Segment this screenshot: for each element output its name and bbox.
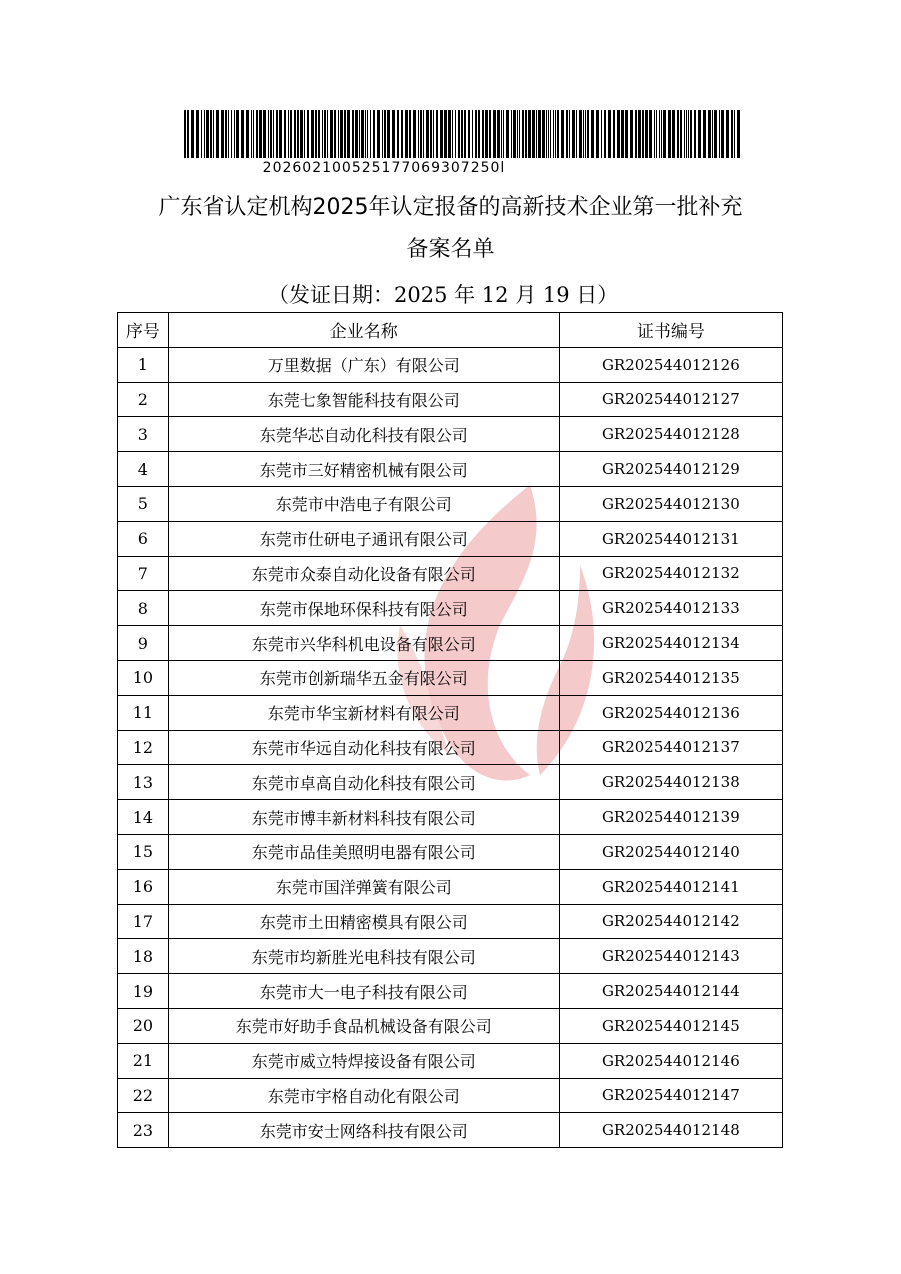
cell-company-name: 东莞市宇格自动化有限公司 [168, 1078, 559, 1113]
table-row [118, 1008, 783, 1043]
table-row [118, 834, 783, 869]
cell-certificate-number: GR202544012139 [559, 800, 782, 835]
cell-certificate-number: GR202544012138 [559, 765, 782, 800]
table-row [118, 626, 783, 661]
cell-serial: 12 [118, 730, 169, 765]
cell-serial: 11 [118, 695, 169, 730]
cell-serial: 21 [118, 1043, 169, 1078]
table-row [118, 591, 783, 626]
cell-serial: 3 [118, 417, 169, 452]
cell-serial: 14 [118, 800, 169, 835]
table-row [118, 556, 783, 591]
table-row [118, 660, 783, 695]
cell-certificate-number: GR202544012143 [559, 939, 782, 974]
cell-certificate-number: GR202544012145 [559, 1008, 782, 1043]
table-row [118, 869, 783, 904]
table-row [118, 452, 783, 487]
cell-company-name: 东莞市三好精密机械有限公司 [168, 452, 559, 487]
cell-certificate-number: GR202544012128 [559, 417, 782, 452]
cell-serial: 10 [118, 660, 169, 695]
cell-company-name: 东莞市好助手食品机械设备有限公司 [168, 1008, 559, 1043]
cell-certificate-number: GR202544012146 [559, 1043, 782, 1078]
table-row [118, 765, 783, 800]
cell-company-name: 东莞市华远自动化科技有限公司 [168, 730, 559, 765]
header-company-name: 企业名称 [168, 313, 559, 348]
cell-certificate-number: GR202544012127 [559, 382, 782, 417]
cell-certificate-number: GR202544012147 [559, 1078, 782, 1113]
cell-company-name: 东莞市创新瑞华五金有限公司 [168, 660, 559, 695]
table-row [118, 695, 783, 730]
cell-company-name: 东莞市博丰新材料科技有限公司 [168, 800, 559, 835]
cell-certificate-number: GR202544012140 [559, 834, 782, 869]
document-title-line2: 备案名单 [406, 237, 495, 262]
table-row [118, 382, 783, 417]
cell-company-name: 东莞市品佳美照明电器有限公司 [168, 834, 559, 869]
cell-serial: 19 [118, 974, 169, 1009]
cell-serial: 22 [118, 1078, 169, 1113]
document-title-line1: 广东省认定机构2025年认定报备的高新技术企业第一批补充 [158, 195, 743, 220]
cell-certificate-number: GR202544012129 [559, 452, 782, 487]
table-row [118, 417, 783, 452]
header-serial: 序号 [118, 313, 169, 348]
header-certificate-number: 证书编号 [559, 313, 782, 348]
cell-certificate-number: GR202544012142 [559, 904, 782, 939]
cell-certificate-number: GR202544012137 [559, 730, 782, 765]
cell-company-name: 东莞市中浩电子有限公司 [168, 486, 559, 521]
barcode [184, 110, 742, 158]
table-row [118, 1113, 783, 1148]
cell-company-name: 万里数据（广东）有限公司 [168, 347, 559, 382]
cell-certificate-number: GR202544012148 [559, 1113, 782, 1148]
cell-company-name: 东莞市兴华科机电设备有限公司 [168, 626, 559, 661]
cell-certificate-number: GR202544012135 [559, 660, 782, 695]
cell-company-name: 东莞市威立特焊接设备有限公司 [168, 1043, 559, 1078]
cell-serial: 1 [118, 347, 169, 382]
cell-certificate-number: GR202544012141 [559, 869, 782, 904]
table-row [118, 904, 783, 939]
cell-company-name: 东莞七象智能科技有限公司 [168, 382, 559, 417]
cell-company-name: 东莞市国洋弹簧有限公司 [168, 869, 559, 904]
issue-date: （发证日期：2025 年 12 月 19 日） [268, 283, 619, 307]
cell-serial: 6 [118, 521, 169, 556]
cell-serial: 15 [118, 834, 169, 869]
barcode-number: 202602100525177069307250l [262, 160, 506, 176]
cell-serial: 17 [118, 904, 169, 939]
cell-company-name: 东莞市大一电子科技有限公司 [168, 974, 559, 1009]
table-row [118, 730, 783, 765]
cell-company-name: 东莞市保地环保科技有限公司 [168, 591, 559, 626]
table-row [118, 974, 783, 1009]
table-row [118, 939, 783, 974]
cell-certificate-number: GR202544012133 [559, 591, 782, 626]
cell-serial: 9 [118, 626, 169, 661]
cell-company-name: 东莞市众泰自动化设备有限公司 [168, 556, 559, 591]
cell-certificate-number: GR202544012134 [559, 626, 782, 661]
cell-serial: 2 [118, 382, 169, 417]
cell-serial: 8 [118, 591, 169, 626]
table-row [118, 486, 783, 521]
cell-serial: 5 [118, 486, 169, 521]
cell-certificate-number: GR202544012131 [559, 521, 782, 556]
table-header-row [118, 313, 783, 348]
cell-certificate-number: GR202544012136 [559, 695, 782, 730]
cell-company-name: 东莞市均新胜光电科技有限公司 [168, 939, 559, 974]
company-table [117, 312, 783, 1148]
cell-serial: 20 [118, 1008, 169, 1043]
cell-certificate-number: GR202544012132 [559, 556, 782, 591]
cell-company-name: 东莞市安士网络科技有限公司 [168, 1113, 559, 1148]
table-row [118, 521, 783, 556]
cell-company-name: 东莞市土田精密模具有限公司 [168, 904, 559, 939]
cell-serial: 18 [118, 939, 169, 974]
cell-serial: 23 [118, 1113, 169, 1148]
table-body [118, 347, 783, 1147]
cell-serial: 4 [118, 452, 169, 487]
cell-certificate-number: GR202544012130 [559, 486, 782, 521]
cell-serial: 13 [118, 765, 169, 800]
cell-company-name: 东莞华芯自动化科技有限公司 [168, 417, 559, 452]
table-row [118, 1078, 783, 1113]
cell-company-name: 东莞市仕研电子通讯有限公司 [168, 521, 559, 556]
cell-company-name: 东莞市卓高自动化科技有限公司 [168, 765, 559, 800]
cell-serial: 16 [118, 869, 169, 904]
cell-serial: 7 [118, 556, 169, 591]
cell-certificate-number: GR202544012126 [559, 347, 782, 382]
table-row [118, 347, 783, 382]
table-row [118, 1043, 783, 1078]
table-row [118, 800, 783, 835]
cell-certificate-number: GR202544012144 [559, 974, 782, 1009]
cell-company-name: 东莞市华宝新材料有限公司 [168, 695, 559, 730]
